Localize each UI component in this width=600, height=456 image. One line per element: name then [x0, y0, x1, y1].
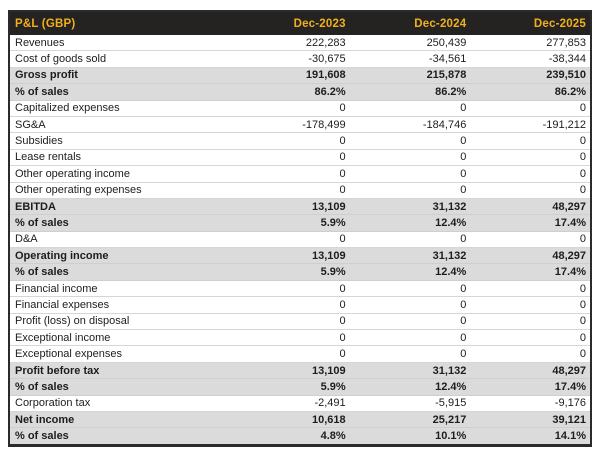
row-label: Other operating income: [9, 166, 229, 182]
value-cell: 0: [470, 100, 591, 116]
row-label: Profit before tax: [9, 362, 229, 378]
value-cell: 48,297: [470, 248, 591, 264]
table-row: [9, 215, 591, 231]
table-row: [9, 116, 591, 132]
row-label: Revenues: [9, 35, 229, 51]
table-row: [9, 182, 591, 198]
value-cell: 0: [229, 330, 350, 346]
value-cell: 5.9%: [229, 379, 350, 395]
value-cell: 17.4%: [470, 379, 591, 395]
table-body: [9, 35, 591, 445]
table-row: [9, 379, 591, 395]
table-row: [9, 313, 591, 329]
table-row: [9, 280, 591, 296]
table-row: [9, 428, 591, 445]
table-row: [9, 411, 591, 427]
table-row: [9, 297, 591, 313]
row-label: % of sales: [9, 215, 229, 231]
value-cell: 31,132: [350, 362, 471, 378]
table-row: [9, 67, 591, 83]
row-label: Subsidies: [9, 133, 229, 149]
value-cell: 0: [229, 231, 350, 247]
value-cell: 86.2%: [350, 84, 471, 100]
value-cell: 12.4%: [350, 379, 471, 395]
value-cell: 0: [470, 280, 591, 296]
table-row: [9, 231, 591, 247]
value-cell: 0: [470, 330, 591, 346]
value-cell: 13,109: [229, 198, 350, 214]
value-cell: 86.2%: [229, 84, 350, 100]
value-cell: 0: [350, 149, 471, 165]
value-cell: 4.8%: [229, 428, 350, 445]
value-cell: 0: [229, 166, 350, 182]
value-cell: 0: [470, 346, 591, 362]
table-row: [9, 133, 591, 149]
value-cell: 0: [229, 149, 350, 165]
table-row: [9, 198, 591, 214]
value-cell: 14.1%: [470, 428, 591, 445]
row-label: Exceptional income: [9, 330, 229, 346]
value-cell: 0: [229, 297, 350, 313]
value-cell: 0: [350, 313, 471, 329]
header-row: [9, 11, 591, 35]
value-cell: 0: [350, 280, 471, 296]
value-cell: 12.4%: [350, 264, 471, 280]
value-cell: 0: [229, 280, 350, 296]
row-label: Net income: [9, 411, 229, 427]
table-row: [9, 346, 591, 362]
table-row: [9, 362, 591, 378]
value-cell: 0: [470, 133, 591, 149]
value-cell: -30,675: [229, 51, 350, 67]
value-cell: 48,297: [470, 198, 591, 214]
row-label: Gross profit: [9, 67, 229, 83]
value-cell: -191,212: [470, 116, 591, 132]
row-label: % of sales: [9, 379, 229, 395]
value-cell: 31,132: [350, 198, 471, 214]
value-cell: 0: [470, 166, 591, 182]
value-cell: 5.9%: [229, 215, 350, 231]
pnl-table: [8, 10, 592, 447]
value-cell: 0: [470, 313, 591, 329]
table-row: [9, 248, 591, 264]
table-title: P&L (GBP): [9, 11, 229, 35]
value-cell: 5.9%: [229, 264, 350, 280]
table-row: [9, 264, 591, 280]
row-label: SG&A: [9, 116, 229, 132]
value-cell: 0: [350, 231, 471, 247]
value-cell: 0: [350, 133, 471, 149]
value-cell: 0: [350, 330, 471, 346]
value-cell: 0: [350, 182, 471, 198]
col-header-dec-2025: Dec-2025: [470, 11, 591, 35]
row-label: % of sales: [9, 84, 229, 100]
row-label: Financial expenses: [9, 297, 229, 313]
row-label: Profit (loss) on disposal: [9, 313, 229, 329]
row-label: Corporation tax: [9, 395, 229, 411]
value-cell: 0: [470, 231, 591, 247]
value-cell: 239,510: [470, 67, 591, 83]
value-cell: 0: [470, 297, 591, 313]
value-cell: 0: [229, 133, 350, 149]
row-label: Capitalized expenses: [9, 100, 229, 116]
value-cell: 277,853: [470, 35, 591, 51]
table-row: [9, 51, 591, 67]
row-label: Other operating expenses: [9, 182, 229, 198]
value-cell: 250,439: [350, 35, 471, 51]
value-cell: 39,121: [470, 411, 591, 427]
row-label: Cost of goods sold: [9, 51, 229, 67]
value-cell: 0: [350, 166, 471, 182]
value-cell: 0: [350, 100, 471, 116]
value-cell: -5,915: [350, 395, 471, 411]
value-cell: 0: [229, 313, 350, 329]
value-cell: 191,608: [229, 67, 350, 83]
row-label: % of sales: [9, 264, 229, 280]
value-cell: 13,109: [229, 362, 350, 378]
value-cell: 48,297: [470, 362, 591, 378]
value-cell: -34,561: [350, 51, 471, 67]
value-cell: 17.4%: [470, 264, 591, 280]
value-cell: 17.4%: [470, 215, 591, 231]
table-row: [9, 100, 591, 116]
value-cell: 12.4%: [350, 215, 471, 231]
value-cell: -38,344: [470, 51, 591, 67]
table-row: [9, 149, 591, 165]
value-cell: 0: [470, 149, 591, 165]
value-cell: -178,499: [229, 116, 350, 132]
value-cell: 0: [470, 182, 591, 198]
value-cell: 0: [229, 182, 350, 198]
table-row: [9, 84, 591, 100]
value-cell: 25,217: [350, 411, 471, 427]
table-row: [9, 166, 591, 182]
table-row: [9, 395, 591, 411]
value-cell: 0: [350, 297, 471, 313]
value-cell: 10.1%: [350, 428, 471, 445]
col-header-dec-2024: Dec-2024: [350, 11, 471, 35]
table-row: [9, 35, 591, 51]
value-cell: -184,746: [350, 116, 471, 132]
row-label: EBITDA: [9, 198, 229, 214]
value-cell: -2,491: [229, 395, 350, 411]
value-cell: 0: [229, 100, 350, 116]
value-cell: 31,132: [350, 248, 471, 264]
value-cell: 13,109: [229, 248, 350, 264]
row-label: Exceptional expenses: [9, 346, 229, 362]
row-label: Operating income: [9, 248, 229, 264]
value-cell: 0: [229, 346, 350, 362]
row-label: % of sales: [9, 428, 229, 445]
row-label: D&A: [9, 231, 229, 247]
col-header-dec-2023: Dec-2023: [229, 11, 350, 35]
value-cell: 222,283: [229, 35, 350, 51]
value-cell: 0: [350, 346, 471, 362]
row-label: Lease rentals: [9, 149, 229, 165]
value-cell: 215,878: [350, 67, 471, 83]
table-row: [9, 330, 591, 346]
value-cell: 86.2%: [470, 84, 591, 100]
value-cell: -9,176: [470, 395, 591, 411]
row-label: Financial income: [9, 280, 229, 296]
value-cell: 10,618: [229, 411, 350, 427]
